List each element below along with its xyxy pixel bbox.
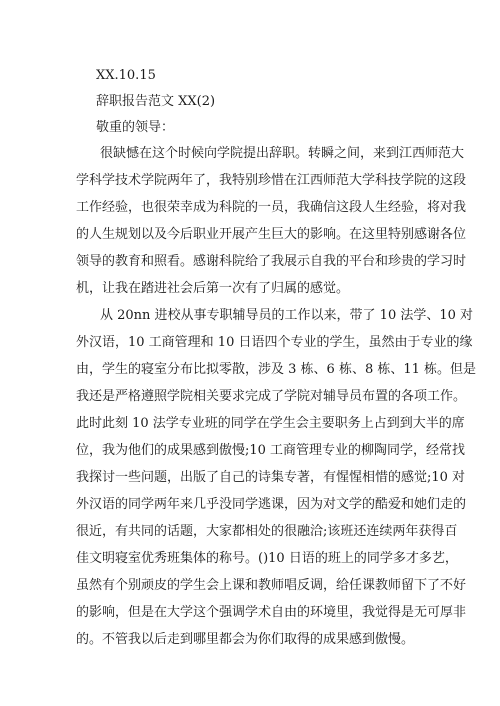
paragraph-line: 此时此刻 10 法学专业班的同学在学生会主要职务上占到到大半的席 [76, 416, 465, 431]
paragraph-line: 从 20nn 进校从事专职辅导员的工作以来，带了 10 法学、10 对 [100, 308, 474, 323]
paragraph-line: 的人生规划以及今后职业开展产生巨大的影响。在这里特别感谢各位 [76, 227, 467, 242]
paragraph-line: 很缺憾在这个时候向学院提出辞职。转瞬之间，来到江西师范大 [100, 146, 465, 161]
paragraph-line: 虽然有个别顽皮的学生会上课和教师唱反调，给任课教师留下了不好 [76, 578, 467, 593]
paragraph-line: 外汉语的同学两年来几乎没同学逃课，因为对文学的酷爱和她们走的 [76, 497, 467, 512]
paragraph-line: 领导的教育和照看。感谢科院给了我展示自我的平台和珍贵的学习时 [76, 254, 467, 269]
paragraph-line: 位，我为他们的成果感到傲慢;10 工商管理专业的柳陶同学，经常找 [76, 443, 466, 458]
paragraph-line: 佳文明寝室优秀班集体的称号。()10 日语的班上的同学多才多艺， [76, 551, 458, 566]
paragraph-line: 学科学技术学院两年了，我特别珍惜在江西师范大学科技学院的这段 [76, 173, 467, 188]
salutation: 敬重的领导： [96, 120, 175, 135]
paragraph-line: 外汉语，10 工商管理和 10 日语四个专业的学生，虽然由于专业的缘 [76, 335, 473, 350]
paragraph-line: 工作经验，也很荣幸成为科院的一员，我确信这段人生经验，将对我 [76, 200, 467, 215]
paragraph-line: 的。不管我以后走到哪里都会为你们取得的成果感到傲慢。 [76, 632, 415, 647]
paragraph-2 [76, 302, 477, 653]
paragraph-line: 我探讨一些问题，出版了自己的诗集专著，有惺惺相惜的感觉;10 对 [76, 470, 466, 485]
paragraph-1 [76, 140, 467, 302]
paragraph-line: 我还是严格遵照学院相关要求完成了学院对辅导员布置的各项工作。 [76, 389, 467, 404]
date-line: XX.10.15 [96, 68, 156, 83]
paragraph-line: 由，学生的寝室分布比拟零散，涉及 3 栋、6 栋、8 栋、11 栋。但是 [76, 362, 477, 377]
paragraph-line: 的影响，但是在大学这个强调学术自由的环境里，我觉得是无可厚非 [76, 605, 467, 620]
document-title: 辞职报告范文 XX(2) [96, 94, 216, 109]
paragraph-line: 很近，有共同的话题，大家都相处的很融洽;该班还连续两年获得百 [76, 524, 458, 539]
paragraph-line: 机，让我在踏进社会后第一次有了归属的感觉。 [76, 281, 350, 296]
